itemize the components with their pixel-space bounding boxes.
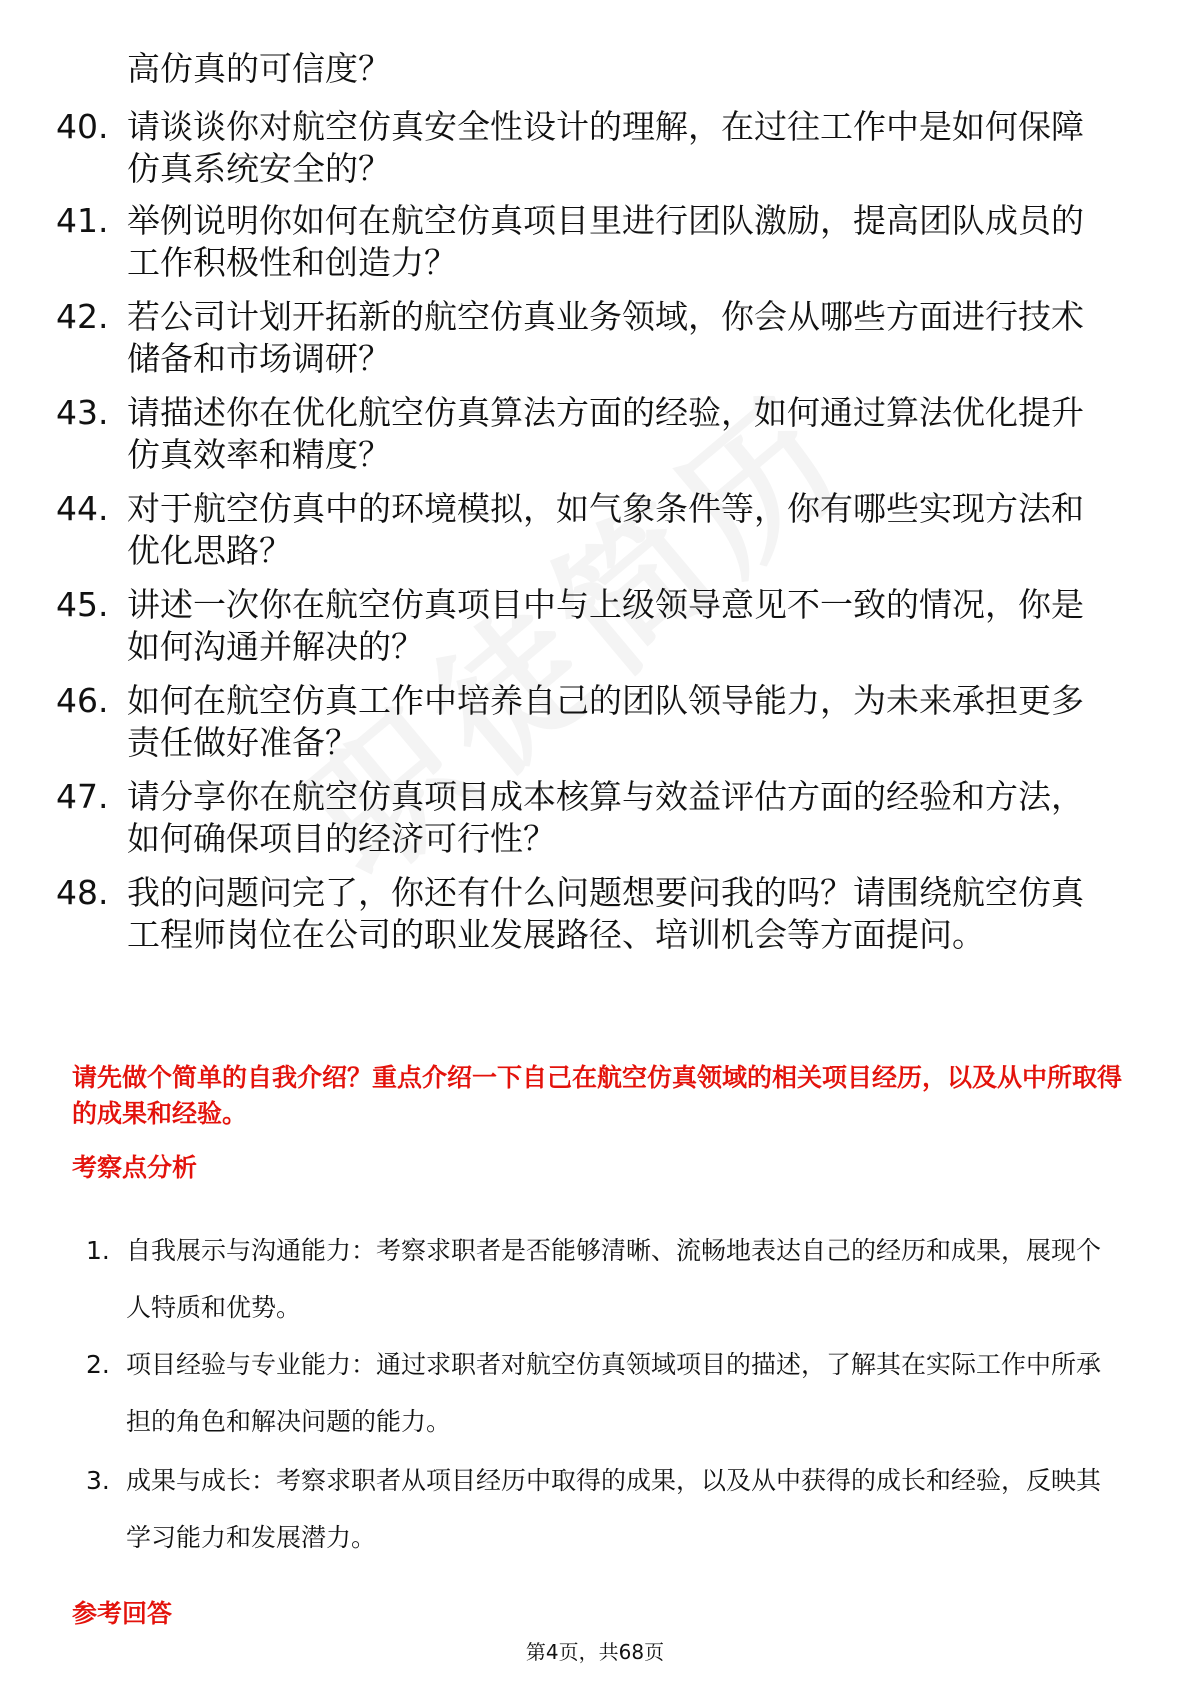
question-text: 请分享你在航空仿真项目成本核算与效益评估方面的经验和方法，如何确保项目的经济可行性？	[127, 777, 1084, 858]
question-text: 讲述一次你在航空仿真项目中与上级领导意见不一致的情况，你是如何沟通并解决的？	[127, 585, 1084, 666]
question-text: 对于航空仿真中的环境模拟，如气象条件等，你有哪些实现方法和优化思路？	[127, 489, 1084, 570]
question-number: 41.	[56, 201, 109, 240]
question-number: 44.	[56, 489, 109, 528]
question-text: 若公司计划开拓新的航空仿真业务领域，你会从哪些方面进行技术储备和市场调研？	[127, 297, 1084, 378]
point-number: 2.	[86, 1350, 110, 1379]
highlight-question: 请先做个简单的自我介绍？重点介绍一下自己在航空仿真领域的相关项目经历，以及从中所取得的成果和经验。	[72, 1063, 1123, 1128]
question-number: 46.	[56, 681, 109, 720]
question-number: 40.	[56, 107, 109, 146]
question-text: 请谈谈你对航空仿真安全性设计的理解，在过往工作中是如何保障仿真系统安全的？	[127, 107, 1084, 188]
point-text: 成果与成长：考察求职者从项目经历中取得的成果，以及从中获得的成长和经验，反映其学习能力和发展潜力。	[126, 1466, 1102, 1552]
point-text: 项目经验与专业能力：通过求职者对航空仿真领域项目的描述，了解其在实际工作中所承担的角色和解决问题的能力。	[126, 1350, 1102, 1436]
analysis-heading: 考察点分析	[72, 1153, 198, 1182]
question-number: 42.	[56, 297, 109, 336]
point-number: 3.	[86, 1466, 110, 1495]
question-text: 举例说明你如何在航空仿真项目里进行团队激励，提高团队成员的工作积极性和创造力？	[127, 201, 1084, 282]
question-number: 47.	[56, 777, 109, 816]
question-text: 高仿真的可信度？	[127, 49, 391, 88]
point-text: 自我展示与沟通能力：考察求职者是否能够清晰、流畅地表达自己的经历和成果，展现个人特质和优势。	[126, 1236, 1102, 1322]
question-text: 我的问题问完了，你还有什么问题想要问我的吗？请围绕航空仿真工程师岗位在公司的职业发展路径、培训机会等方面提问。	[127, 873, 1084, 954]
question-text: 请描述你在优化航空仿真算法方面的经验，如何通过算法优化提升仿真效率和精度？	[127, 393, 1084, 474]
question-text: 如何在航空仿真工作中培养自己的团队领导能力，为未来承担更多责任做好准备？	[127, 681, 1084, 762]
reference-answer-heading: 参考回答	[72, 1599, 173, 1628]
question-number: 48.	[56, 873, 109, 912]
question-number: 43.	[56, 393, 109, 432]
page-footer: 第4页，共68页	[525, 1640, 665, 1664]
question-number: 45.	[56, 585, 109, 624]
point-number: 1.	[86, 1236, 110, 1265]
